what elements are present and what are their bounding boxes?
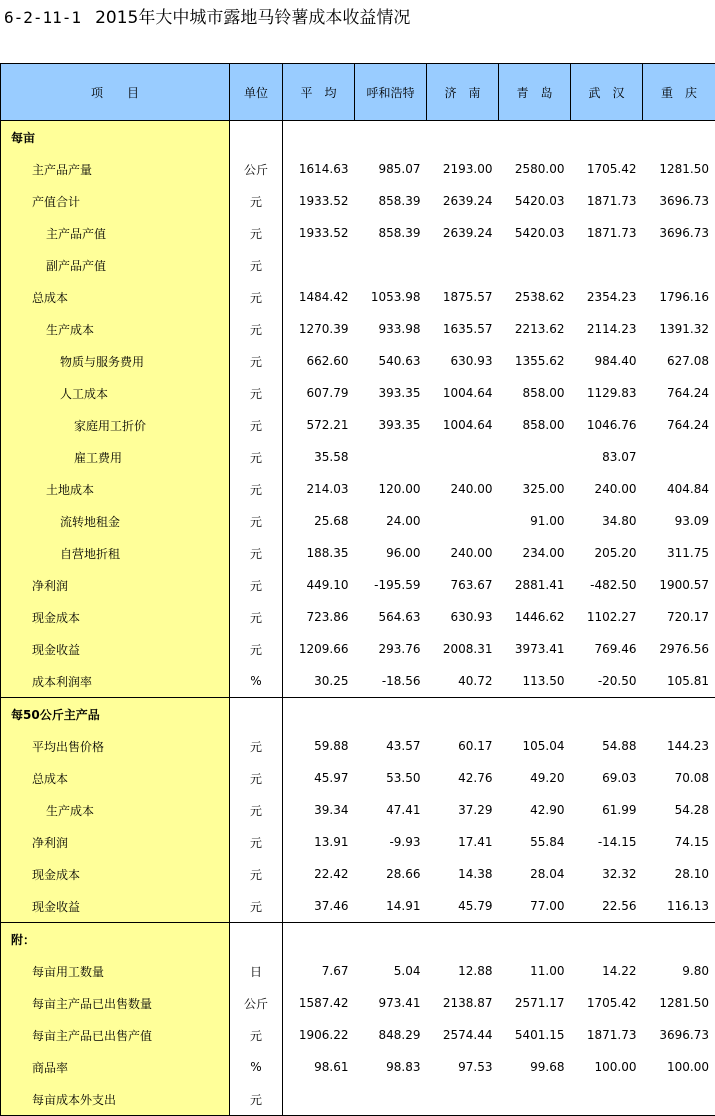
table-row	[1, 537, 715, 569]
cell-wuhan: 69.03	[571, 762, 643, 794]
cell-average: 25.68	[283, 505, 355, 537]
table-body	[1, 121, 715, 1116]
cell-qingdao: 77.00	[499, 890, 571, 923]
cell-wuhan	[571, 1083, 643, 1116]
header-item: 项 目	[1, 64, 230, 121]
cell-wuhan: 1046.76	[571, 409, 643, 441]
cell-jinan: 60.17	[427, 730, 499, 762]
table-row	[1, 601, 715, 633]
table-row	[1, 955, 715, 987]
cell-qingdao: 49.20	[499, 762, 571, 794]
cell-hohhot: 1053.98	[355, 281, 427, 313]
cell-average: 13.91	[283, 826, 355, 858]
cell-average: 39.34	[283, 794, 355, 826]
cell-jinan: 1875.57	[427, 281, 499, 313]
table-row	[1, 153, 715, 185]
row-label: 人工成本	[1, 377, 230, 409]
cell-qingdao: 105.04	[499, 730, 571, 762]
cell-average: 1933.52	[283, 185, 355, 217]
cell-chongqing: 1900.57	[643, 569, 715, 601]
cell-hohhot	[355, 1083, 427, 1116]
cell-average	[283, 249, 355, 281]
cell-hohhot: 98.83	[355, 1051, 427, 1083]
cell-hohhot	[355, 441, 427, 473]
row-unit	[230, 923, 283, 956]
cell-average: 1270.39	[283, 313, 355, 345]
header-average: 平 均	[283, 64, 355, 121]
cell-qingdao: 55.84	[499, 826, 571, 858]
cell-hohhot: 14.91	[355, 890, 427, 923]
cell-jinan: 45.79	[427, 890, 499, 923]
cell-average: 98.61	[283, 1051, 355, 1083]
row-unit: 元	[230, 1083, 283, 1116]
header-wuhan: 武 汉	[571, 64, 643, 121]
cell-chongqing: 93.09	[643, 505, 715, 537]
cell-chongqing: 2976.56	[643, 633, 715, 665]
cell-hohhot	[355, 698, 427, 731]
row-unit	[230, 698, 283, 731]
cell-qingdao: 858.00	[499, 377, 571, 409]
cell-qingdao: 2571.17	[499, 987, 571, 1019]
section-header-row	[1, 923, 715, 956]
header-chongqing: 重 庆	[643, 64, 715, 121]
cell-qingdao: 1355.62	[499, 345, 571, 377]
cell-qingdao	[499, 923, 571, 956]
cell-average: 607.79	[283, 377, 355, 409]
cell-average: 59.88	[283, 730, 355, 762]
table-row	[1, 377, 715, 409]
row-label: 生产成本	[1, 313, 230, 345]
cell-average: 7.67	[283, 955, 355, 987]
cell-chongqing: 74.15	[643, 826, 715, 858]
row-label: 每亩	[1, 121, 230, 154]
table-row	[1, 633, 715, 665]
cell-jinan: 630.93	[427, 601, 499, 633]
cell-wuhan: 1871.73	[571, 185, 643, 217]
cell-average	[283, 1083, 355, 1116]
cell-chongqing: 764.24	[643, 409, 715, 441]
cell-chongqing: 404.84	[643, 473, 715, 505]
cell-jinan	[427, 505, 499, 537]
cell-chongqing: 1281.50	[643, 153, 715, 185]
cell-chongqing	[643, 1083, 715, 1116]
table-row	[1, 409, 715, 441]
row-unit: 元	[230, 313, 283, 345]
cell-qingdao	[499, 121, 571, 154]
cell-chongqing: 1796.16	[643, 281, 715, 313]
table-row	[1, 826, 715, 858]
table-row	[1, 473, 715, 505]
row-label: 现金成本	[1, 601, 230, 633]
cell-jinan: 1004.64	[427, 377, 499, 409]
section-header-row	[1, 698, 715, 731]
cell-chongqing: 28.10	[643, 858, 715, 890]
cell-wuhan	[571, 121, 643, 154]
row-unit: 元	[230, 730, 283, 762]
row-unit: 元	[230, 569, 283, 601]
cell-average: 662.60	[283, 345, 355, 377]
row-unit: 元	[230, 441, 283, 473]
table-header-row	[1, 64, 715, 121]
cell-jinan	[427, 249, 499, 281]
row-label: 净利润	[1, 569, 230, 601]
row-unit: 元	[230, 1019, 283, 1051]
cell-average	[283, 698, 355, 731]
row-label: 物质与服务费用	[1, 345, 230, 377]
cell-qingdao: 5420.03	[499, 217, 571, 249]
cell-hohhot: 540.63	[355, 345, 427, 377]
cell-hohhot: 858.39	[355, 185, 427, 217]
cell-wuhan: 769.46	[571, 633, 643, 665]
cell-jinan: 40.72	[427, 665, 499, 698]
cell-chongqing: 1391.32	[643, 313, 715, 345]
cell-jinan: 2008.31	[427, 633, 499, 665]
cell-chongqing: 105.81	[643, 665, 715, 698]
cell-wuhan: 2354.23	[571, 281, 643, 313]
cell-wuhan: 32.32	[571, 858, 643, 890]
cell-jinan	[427, 698, 499, 731]
cell-jinan: 37.29	[427, 794, 499, 826]
row-unit: 元	[230, 858, 283, 890]
row-label: 附：	[1, 923, 230, 956]
cell-wuhan	[571, 923, 643, 956]
row-unit: 元	[230, 794, 283, 826]
row-unit	[230, 121, 283, 154]
cell-jinan: 2138.87	[427, 987, 499, 1019]
header-qingdao: 青 岛	[499, 64, 571, 121]
cell-qingdao: 2213.62	[499, 313, 571, 345]
cell-hohhot: -9.93	[355, 826, 427, 858]
cell-wuhan: 1102.27	[571, 601, 643, 633]
cell-jinan: 14.38	[427, 858, 499, 890]
cell-wuhan: 1129.83	[571, 377, 643, 409]
cell-chongqing: 3696.73	[643, 185, 715, 217]
cell-jinan: 12.88	[427, 955, 499, 987]
row-label: 商品率	[1, 1051, 230, 1083]
cell-jinan: 17.41	[427, 826, 499, 858]
cell-hohhot: 985.07	[355, 153, 427, 185]
cell-jinan: 2574.44	[427, 1019, 499, 1051]
cell-chongqing	[643, 121, 715, 154]
cell-qingdao	[499, 441, 571, 473]
cell-jinan: 240.00	[427, 537, 499, 569]
table-row	[1, 1051, 715, 1083]
cell-hohhot: 393.35	[355, 409, 427, 441]
cell-wuhan: 1705.42	[571, 153, 643, 185]
table-row	[1, 730, 715, 762]
cell-hohhot: 120.00	[355, 473, 427, 505]
row-unit: 元	[230, 473, 283, 505]
cell-wuhan	[571, 249, 643, 281]
cell-qingdao: 234.00	[499, 537, 571, 569]
cell-qingdao: 5420.03	[499, 185, 571, 217]
table-row	[1, 217, 715, 249]
cell-chongqing: 9.80	[643, 955, 715, 987]
cell-qingdao: 11.00	[499, 955, 571, 987]
cell-chongqing: 720.17	[643, 601, 715, 633]
cell-chongqing: 627.08	[643, 345, 715, 377]
cell-wuhan: 984.40	[571, 345, 643, 377]
cell-wuhan: 2114.23	[571, 313, 643, 345]
cell-hohhot	[355, 249, 427, 281]
cell-jinan	[427, 923, 499, 956]
row-label: 现金收益	[1, 890, 230, 923]
cell-average: 45.97	[283, 762, 355, 794]
row-label: 每亩成本外支出	[1, 1083, 230, 1116]
cell-qingdao: 42.90	[499, 794, 571, 826]
cell-qingdao: 5401.15	[499, 1019, 571, 1051]
table-row	[1, 1019, 715, 1051]
row-unit: 元	[230, 281, 283, 313]
cell-qingdao: 2881.41	[499, 569, 571, 601]
cell-average: 1587.42	[283, 987, 355, 1019]
row-label: 净利润	[1, 826, 230, 858]
row-unit: 元	[230, 601, 283, 633]
cell-wuhan: 83.07	[571, 441, 643, 473]
cell-average: 30.25	[283, 665, 355, 698]
cell-hohhot	[355, 923, 427, 956]
table-row	[1, 313, 715, 345]
table-row	[1, 281, 715, 313]
row-label: 自营地折租	[1, 537, 230, 569]
cell-chongqing: 311.75	[643, 537, 715, 569]
row-unit: 日	[230, 955, 283, 987]
cell-wuhan: -20.50	[571, 665, 643, 698]
cell-chongqing: 764.24	[643, 377, 715, 409]
header-unit: 单位	[230, 64, 283, 121]
cell-jinan: 763.67	[427, 569, 499, 601]
cell-hohhot: 96.00	[355, 537, 427, 569]
cell-average: 1614.63	[283, 153, 355, 185]
row-label: 家庭用工折价	[1, 409, 230, 441]
row-unit: 元	[230, 762, 283, 794]
row-label: 平均出售价格	[1, 730, 230, 762]
cell-average: 1209.66	[283, 633, 355, 665]
cell-wuhan: 54.88	[571, 730, 643, 762]
table-row	[1, 185, 715, 217]
cell-chongqing: 100.00	[643, 1051, 715, 1083]
cell-qingdao: 1446.62	[499, 601, 571, 633]
cell-jinan: 2193.00	[427, 153, 499, 185]
row-unit: 元	[230, 217, 283, 249]
cell-wuhan: 61.99	[571, 794, 643, 826]
cell-jinan	[427, 121, 499, 154]
cell-hohhot: 564.63	[355, 601, 427, 633]
section-header-row	[1, 121, 715, 154]
cell-average: 1484.42	[283, 281, 355, 313]
row-unit: 元	[230, 345, 283, 377]
cell-average: 449.10	[283, 569, 355, 601]
cell-qingdao	[499, 698, 571, 731]
table-row	[1, 762, 715, 794]
cell-wuhan: 240.00	[571, 473, 643, 505]
row-label: 产值合计	[1, 185, 230, 217]
cell-average: 214.03	[283, 473, 355, 505]
cell-hohhot: 933.98	[355, 313, 427, 345]
row-label: 成本利润率	[1, 665, 230, 698]
header-hohhot: 呼和浩特	[355, 64, 427, 121]
table-row	[1, 441, 715, 473]
cell-wuhan: 205.20	[571, 537, 643, 569]
cell-hohhot: 5.04	[355, 955, 427, 987]
cell-average: 22.42	[283, 858, 355, 890]
cell-jinan: 630.93	[427, 345, 499, 377]
table-row	[1, 345, 715, 377]
row-label: 现金成本	[1, 858, 230, 890]
row-label: 每50公斤主产品	[1, 698, 230, 731]
cell-hohhot: -195.59	[355, 569, 427, 601]
cell-wuhan: 22.56	[571, 890, 643, 923]
cell-chongqing	[643, 441, 715, 473]
cell-hohhot: 43.57	[355, 730, 427, 762]
cell-chongqing: 1281.50	[643, 987, 715, 1019]
cell-chongqing: 70.08	[643, 762, 715, 794]
cell-qingdao: 91.00	[499, 505, 571, 537]
row-unit: %	[230, 1051, 283, 1083]
row-label: 每亩用工数量	[1, 955, 230, 987]
cell-chongqing	[643, 923, 715, 956]
row-label: 土地成本	[1, 473, 230, 505]
row-label: 主产品产值	[1, 217, 230, 249]
row-label: 生产成本	[1, 794, 230, 826]
cell-jinan: 2639.24	[427, 217, 499, 249]
cell-hohhot	[355, 121, 427, 154]
page-title	[4, 6, 410, 30]
row-unit: 公斤	[230, 153, 283, 185]
table-row	[1, 987, 715, 1019]
cell-jinan	[427, 1083, 499, 1116]
cell-wuhan: 1871.73	[571, 217, 643, 249]
table-row	[1, 794, 715, 826]
cell-average: 1906.22	[283, 1019, 355, 1051]
cell-chongqing: 3696.73	[643, 217, 715, 249]
cell-hohhot: 848.29	[355, 1019, 427, 1051]
row-unit: 元	[230, 826, 283, 858]
table-row	[1, 665, 715, 698]
cell-qingdao: 113.50	[499, 665, 571, 698]
cell-wuhan	[571, 698, 643, 731]
cell-chongqing	[643, 698, 715, 731]
cell-jinan: 1635.57	[427, 313, 499, 345]
row-label: 雇工费用	[1, 441, 230, 473]
cell-jinan	[427, 441, 499, 473]
table-code: 6-2-11-1	[4, 8, 81, 27]
cell-jinan: 240.00	[427, 473, 499, 505]
cell-jinan: 2639.24	[427, 185, 499, 217]
row-unit: 元	[230, 409, 283, 441]
cell-qingdao: 858.00	[499, 409, 571, 441]
row-unit: 元	[230, 185, 283, 217]
cell-chongqing: 3696.73	[643, 1019, 715, 1051]
table-row	[1, 569, 715, 601]
cell-wuhan: 1871.73	[571, 1019, 643, 1051]
header-jinan: 济 南	[427, 64, 499, 121]
table-row	[1, 249, 715, 281]
cell-qingdao	[499, 1083, 571, 1116]
row-unit: 元	[230, 249, 283, 281]
row-unit: 元	[230, 505, 283, 537]
cell-average: 37.46	[283, 890, 355, 923]
cell-chongqing: 116.13	[643, 890, 715, 923]
row-unit: %	[230, 665, 283, 698]
row-unit: 元	[230, 633, 283, 665]
cell-wuhan: 1705.42	[571, 987, 643, 1019]
row-label: 现金收益	[1, 633, 230, 665]
cell-hohhot: 47.41	[355, 794, 427, 826]
cell-average: 723.86	[283, 601, 355, 633]
row-label: 副产品产值	[1, 249, 230, 281]
cell-jinan: 97.53	[427, 1051, 499, 1083]
cell-average: 1933.52	[283, 217, 355, 249]
row-label: 总成本	[1, 762, 230, 794]
row-unit: 元	[230, 377, 283, 409]
cell-qingdao: 3973.41	[499, 633, 571, 665]
cell-chongqing: 144.23	[643, 730, 715, 762]
table-row	[1, 1083, 715, 1116]
cell-average: 188.35	[283, 537, 355, 569]
row-label: 总成本	[1, 281, 230, 313]
cell-chongqing: 54.28	[643, 794, 715, 826]
table-row	[1, 890, 715, 923]
row-unit: 元	[230, 537, 283, 569]
row-unit: 元	[230, 890, 283, 923]
cell-wuhan: 14.22	[571, 955, 643, 987]
cell-wuhan: -482.50	[571, 569, 643, 601]
cell-hohhot: 53.50	[355, 762, 427, 794]
cell-qingdao: 325.00	[499, 473, 571, 505]
row-label: 流转地租金	[1, 505, 230, 537]
cell-wuhan: -14.15	[571, 826, 643, 858]
cell-hohhot: -18.56	[355, 665, 427, 698]
cell-chongqing	[643, 249, 715, 281]
cell-hohhot: 393.35	[355, 377, 427, 409]
table-row	[1, 858, 715, 890]
cell-average	[283, 121, 355, 154]
cell-qingdao: 28.04	[499, 858, 571, 890]
cell-qingdao: 99.68	[499, 1051, 571, 1083]
cell-hohhot: 24.00	[355, 505, 427, 537]
cell-qingdao: 2538.62	[499, 281, 571, 313]
cell-jinan: 1004.64	[427, 409, 499, 441]
row-unit: 公斤	[230, 987, 283, 1019]
row-label: 主产品产量	[1, 153, 230, 185]
cell-hohhot: 973.41	[355, 987, 427, 1019]
cell-jinan: 42.76	[427, 762, 499, 794]
cell-qingdao: 2580.00	[499, 153, 571, 185]
table-row	[1, 505, 715, 537]
cell-hohhot: 858.39	[355, 217, 427, 249]
cell-qingdao	[499, 249, 571, 281]
cost-benefit-table	[0, 63, 715, 1116]
table-title: 2015年大中城市露地马铃薯成本收益情况	[95, 8, 410, 28]
row-label: 每亩主产品已出售数量	[1, 987, 230, 1019]
cell-average: 572.21	[283, 409, 355, 441]
cell-average: 35.58	[283, 441, 355, 473]
cell-hohhot: 28.66	[355, 858, 427, 890]
row-label: 每亩主产品已出售产值	[1, 1019, 230, 1051]
cell-wuhan: 34.80	[571, 505, 643, 537]
cell-average	[283, 923, 355, 956]
cell-hohhot: 293.76	[355, 633, 427, 665]
cell-wuhan: 100.00	[571, 1051, 643, 1083]
